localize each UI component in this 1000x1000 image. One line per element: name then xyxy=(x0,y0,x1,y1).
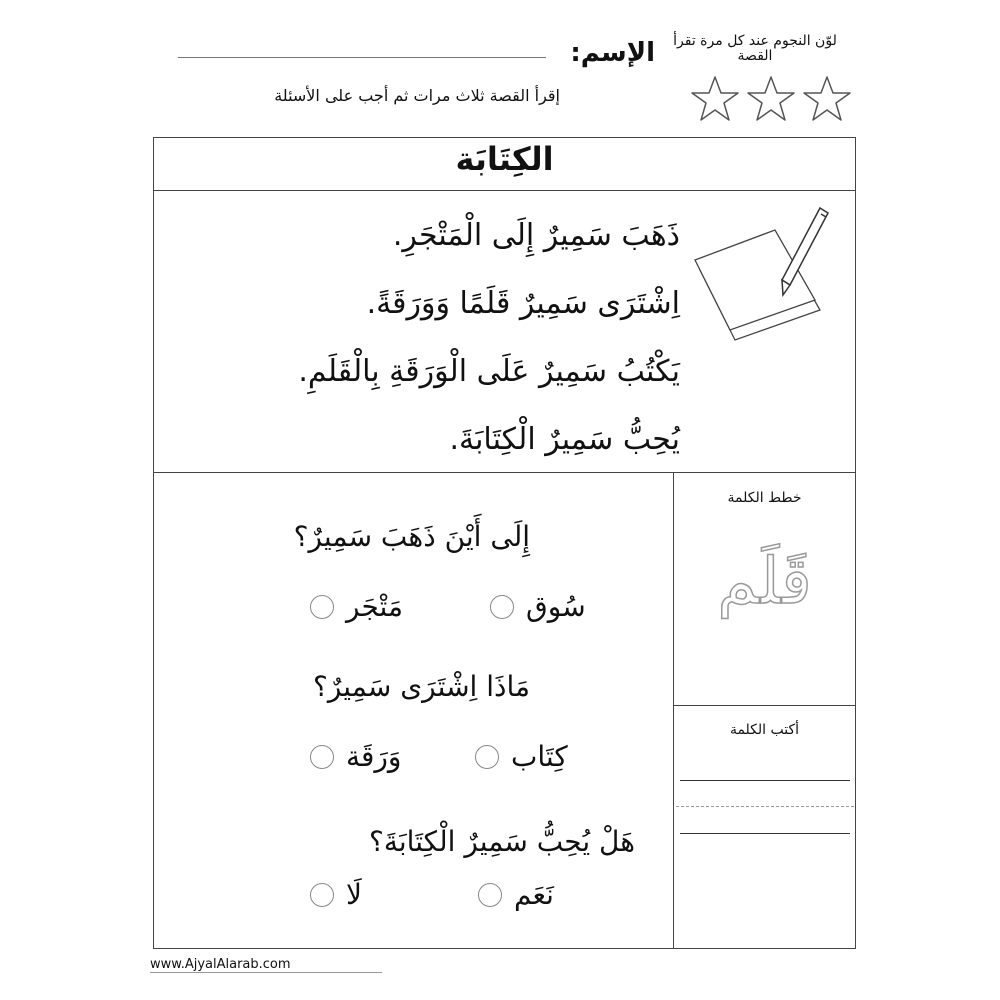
stars-instruction: لوّن النجوم عند كل مرة تقرأ القصة xyxy=(673,33,837,64)
footer-line xyxy=(150,972,382,973)
write-line[interactable] xyxy=(680,833,850,834)
website-link[interactable]: www.AjyalAlarab.com xyxy=(150,957,291,972)
option-answer[interactable] xyxy=(310,740,401,773)
write-guide-line xyxy=(676,806,854,807)
option-label: نَعَم xyxy=(514,878,554,911)
option-answer[interactable] xyxy=(478,878,554,911)
story-line: ذَهَبَ سَمِيرٌ إِلَى الْمَتْجَرِ. xyxy=(392,218,680,253)
trace-label: خطط الكلمة xyxy=(727,490,802,506)
story-line: اِشْتَرَى سَمِيرٌ قَلَمًا وَوَرَقَةً. xyxy=(366,286,680,321)
question-text: مَاذَا اِشْتَرَى سَمِيرٌ؟ xyxy=(312,670,530,703)
star-icon[interactable] xyxy=(746,74,796,124)
write-line[interactable] xyxy=(680,780,850,781)
stars-rating[interactable] xyxy=(690,74,852,124)
write-label: أكتب الكلمة xyxy=(729,722,800,738)
option-answer[interactable] xyxy=(475,740,568,773)
star-icon[interactable] xyxy=(690,74,740,124)
radio-circle[interactable] xyxy=(490,595,514,619)
trace-word[interactable]: قَلَم xyxy=(717,545,812,619)
read-instruction: إقرأ القصة ثلاث مرات ثم أجب على الأسئلة xyxy=(274,86,560,105)
star-icon[interactable] xyxy=(802,74,852,124)
divider xyxy=(673,472,674,949)
radio-circle[interactable] xyxy=(310,745,334,769)
divider xyxy=(673,705,856,706)
radio-circle[interactable] xyxy=(475,745,499,769)
radio-circle[interactable] xyxy=(478,883,502,907)
option-answer[interactable] xyxy=(490,590,586,623)
option-label: وَرَقَة xyxy=(346,740,402,773)
option-answer[interactable] xyxy=(310,878,362,911)
radio-circle[interactable] xyxy=(310,883,334,907)
pencil-paper-icon xyxy=(690,200,840,345)
story-title: الكِتَابَة xyxy=(455,140,554,178)
divider xyxy=(153,472,856,473)
question-text: إِلَى أَيْنَ ذَهَبَ سَمِيرٌ؟ xyxy=(293,520,530,553)
option-label: سُوق xyxy=(526,590,586,623)
name-label: الإسم: xyxy=(570,38,655,68)
story-line: يَكْتُبُ سَمِيرٌ عَلَى الْوَرَقَةِ بِالْقَلَمِ. xyxy=(298,354,680,389)
divider xyxy=(153,190,856,191)
option-answer[interactable] xyxy=(310,590,403,623)
name-field-line[interactable] xyxy=(178,57,546,58)
option-label: مَتْجَر xyxy=(346,590,403,623)
question-text: هَلْ يُحِبُّ سَمِيرٌ الْكِتَابَةَ؟ xyxy=(369,825,635,858)
story-line: يُحِبُّ سَمِيرٌ الْكِتَابَةَ. xyxy=(449,422,680,457)
option-label: لَا xyxy=(346,878,362,911)
option-label: كِتَاب xyxy=(511,740,568,773)
radio-circle[interactable] xyxy=(310,595,334,619)
